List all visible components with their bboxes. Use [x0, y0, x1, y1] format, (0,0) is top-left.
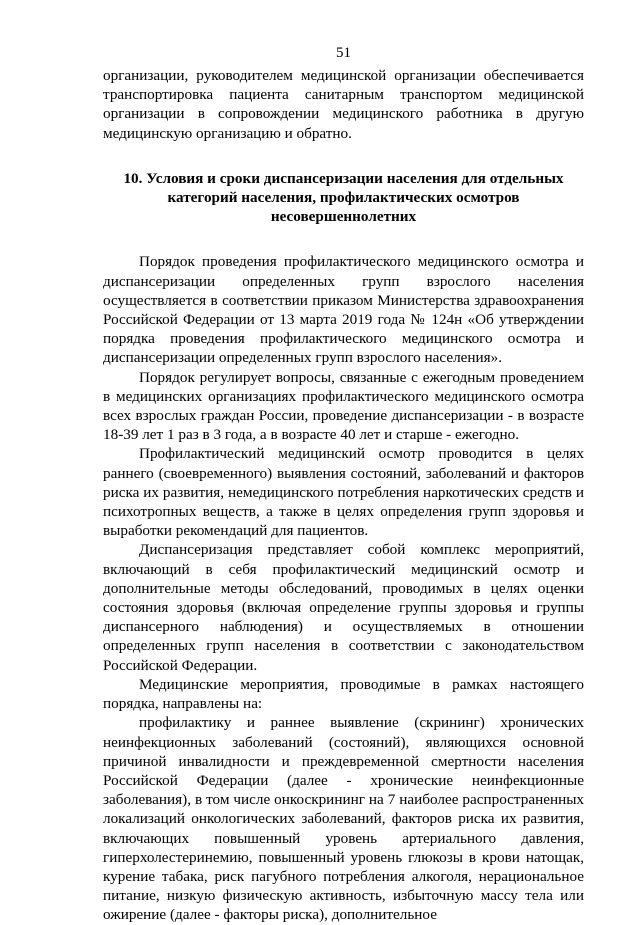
- paragraph-order-procedure: Порядок проведения профилактического медицинского осмотра и диспансеризации определенных групп взрослого населения осуществляется в соответствии приказом Министерства здравоохранения Российской Федерации от 13 марта 2019 года № 124н «Об утверждении порядка проведения профилактического медицинского осмотра и диспансеризации определенных групп взрослого населения».: [103, 253, 584, 367]
- paragraph-dispensarization: Диспансеризация представляет собой комплекс мероприятий, включающий в себя профилактический медицинский осмотр и дополнительные методы обследований, проводимых в целях оценки состояния здоровья (включая определение группы здоровья и группы диспансерного наблюдения) и осуществляемых в отношении определенных групп населения в соответствии с законодательством Российской Федерации.: [103, 541, 584, 674]
- paragraph-order-regulates: Порядок регулирует вопросы, связанные с ежегодным проведением в медицинских организациях профилактического медицинского осмотра всех взрослых граждан России, проведение диспансеризации - в возрасте 18-39 лет 1 раз в 3 года, а в возрасте 40 лет и старше - ежегодно.: [103, 368, 584, 444]
- paragraph-medical-measures: Медицинские мероприятия, проводимые в рамках настоящего порядка, направлены на:: [103, 675, 584, 713]
- paragraph-preventive-exam: Профилактический медицинский осмотр проводится в целях раннего (своевременного) выявления состояний, заболеваний и факторов риска их развития, немедицинского потребления наркотических средств и психотропных веществ, а также в целях определения групп здоровья и выработки рекомендаций для пациентов.: [103, 445, 584, 540]
- intro-paragraph: организации, руководителем медицинской организации обеспечивается транспортировка пациента санитарным транспортом медицинской организации в сопровождении медицинского работника в другую медицинскую организацию и обратно.: [103, 67, 584, 142]
- paragraph-prevention-screening: профилактику и раннее выявление (скрининг) хронических неинфекционных заболеваний (состояний), являющихся основной причиной инвалидности и преждевременной смертности населения Российской Федерации (далее - хронические неинфекционные заболевания), в том числе онкоскрининг на 7 наиболее распространенных локализаций онкологических заболеваний, факторов риска их развития, включающих повышенный уровень артериального давления, гиперхолестеринемию, повышенный уровень глюкозы в крови натощак, курение табака, риск пагубного потребления алкоголя, нерациональное питание, низкую физическую активность, избыточную массу тела или ожирение (далее - факторы риска), дополнительное: [103, 714, 584, 924]
- section-heading: 10. Условия и сроки диспансеризации населения для отдельных категорий населения, профилактических осмотров несовершеннолетних: [123, 169, 564, 226]
- page-number: 51: [336, 45, 351, 61]
